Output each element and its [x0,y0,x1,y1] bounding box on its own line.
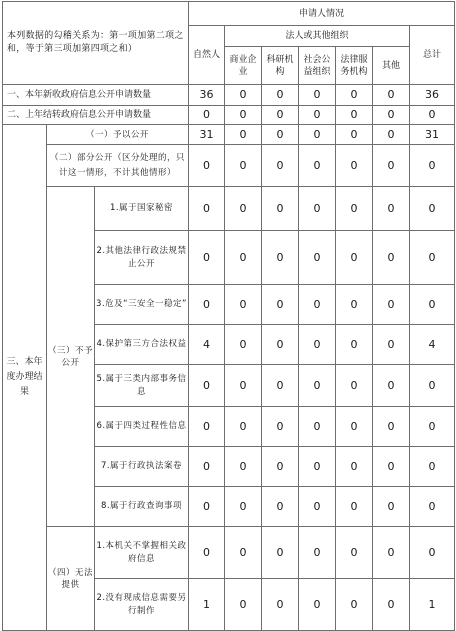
statistics-table [2,1,455,631]
cell: 36 [189,85,225,106]
table-row [3,85,455,106]
cell: 0 [262,325,299,365]
row-label: 1.属于国家秘密 [95,187,189,231]
cell: 0 [410,187,455,231]
header-applicant: 申请人情况 [189,2,455,26]
cell: 0 [225,85,262,106]
cell: 0 [262,447,299,487]
cell: 0 [299,325,336,365]
cell: 0 [336,579,373,631]
cell: 0 [299,527,336,579]
cell: 0 [336,407,373,447]
cell: 0 [299,365,336,407]
cell: 0 [262,231,299,285]
cell: 0 [336,145,373,187]
cell: 0 [336,106,373,125]
cell: 0 [225,125,262,145]
cell: 0 [225,487,262,527]
cell: 0 [262,285,299,325]
cell: 0 [410,145,455,187]
cell: 0 [299,145,336,187]
cell: 0 [189,447,225,487]
cell: 0 [373,106,410,125]
cell: 0 [336,487,373,527]
cell: 0 [373,579,410,631]
cell: 0 [299,85,336,106]
row-label: 4.保护第三方合法权益 [95,325,189,365]
cell: 0 [225,145,262,187]
col-natural-person: 自然人 [189,26,225,85]
cell: 4 [189,325,225,365]
table-row [3,145,455,187]
cell: 0 [373,231,410,285]
cell: 0 [225,187,262,231]
col-business: 商业企业 [225,47,262,85]
row-label: 一、本年新收政府信息公开申请数量 [3,85,189,106]
cell: 0 [336,325,373,365]
cell: 0 [189,407,225,447]
cell: 0 [336,231,373,285]
cell: 0 [225,365,262,407]
cell: 0 [373,325,410,365]
cell: 0 [225,285,262,325]
cell: 0 [262,145,299,187]
cell: 36 [410,85,455,106]
table-row [3,125,455,145]
cell: 0 [373,527,410,579]
table-row [3,106,455,125]
table-row [3,527,455,579]
cell: 0 [299,285,336,325]
row-label: 2.没有现成信息需要另行制作 [95,579,189,631]
row-label: 8.属于行政查询事项 [95,487,189,527]
cell: 0 [225,231,262,285]
col-total: 总计 [410,26,455,85]
cell: 0 [225,407,262,447]
cell: 0 [373,85,410,106]
cell: 0 [262,487,299,527]
cell: 0 [410,285,455,325]
cell: 0 [373,365,410,407]
cell: 0 [299,125,336,145]
cell: 0 [299,187,336,231]
cell: 0 [373,447,410,487]
cell: 0 [225,579,262,631]
cell: 0 [410,106,455,125]
row-label: 6.属于四类过程性信息 [95,407,189,447]
cell: 0 [262,125,299,145]
cell: 0 [262,106,299,125]
cell: 0 [299,106,336,125]
cell: 0 [336,365,373,407]
cell: 0 [189,527,225,579]
row-label: （二）部分公开（区分处理的，只计这一情形，不计其他情形） [47,145,189,187]
cell: 31 [189,125,225,145]
cell: 0 [373,125,410,145]
cell: 0 [262,407,299,447]
row-label: 3.危及“三安全一稳定” [95,285,189,325]
col-public-welfare: 社会公益组织 [299,47,336,85]
col-other: 其他 [373,47,410,85]
cell: 0 [336,187,373,231]
cell: 0 [262,85,299,106]
cell: 0 [299,487,336,527]
cell: 0 [262,187,299,231]
section3-label: 三、本年度办理结果 [3,125,47,631]
row-label: 5.属于三类内部事务信息 [95,365,189,407]
cell: 0 [336,125,373,145]
cell: 4 [410,325,455,365]
col-research: 科研机构 [262,47,299,85]
cell: 0 [262,527,299,579]
cell: 0 [373,145,410,187]
cell: 0 [189,285,225,325]
cell: 0 [410,447,455,487]
cell: 0 [336,527,373,579]
cell: 0 [336,447,373,487]
row-label: 二、上年结转政府信息公开申请数量 [3,106,189,125]
not-public-label: （三）不予公开 [47,187,95,527]
unable-label: （四）无法提供 [47,527,95,631]
cell: 0 [189,487,225,527]
cell: 0 [262,579,299,631]
cell: 0 [410,365,455,407]
header-description: 本列数据的勾稽关系为：第一项加第二项之和，等于第三项加第四项之和） [3,2,189,85]
cell: 0 [189,231,225,285]
cell: 0 [299,231,336,285]
row-label: 7.属于行政执法案卷 [95,447,189,487]
cell: 0 [189,187,225,231]
cell: 0 [299,447,336,487]
cell: 0 [373,285,410,325]
header-legal-group: 法人或其他组织 [225,26,410,47]
cell: 31 [410,125,455,145]
cell: 1 [410,579,455,631]
cell: 0 [410,527,455,579]
cell: 0 [225,447,262,487]
table-row [3,187,455,231]
cell: 0 [373,187,410,231]
cell: 0 [225,106,262,125]
row-label: 1.本机关不掌握相关政府信息 [95,527,189,579]
cell: 0 [336,285,373,325]
cell: 0 [225,527,262,579]
row-label: 2.其他法律行政法规禁止公开 [95,231,189,285]
cell: 0 [336,85,373,106]
cell: 0 [410,231,455,285]
cell: 0 [373,487,410,527]
cell: 0 [189,145,225,187]
cell: 0 [299,579,336,631]
cell: 0 [410,407,455,447]
cell: 0 [262,365,299,407]
cell: 0 [189,106,225,125]
cell: 1 [189,579,225,631]
row-label: （一）予以公开 [47,125,189,145]
cell: 0 [410,487,455,527]
cell: 0 [373,407,410,447]
cell: 0 [299,407,336,447]
cell: 0 [225,325,262,365]
col-legal-service: 法律服务机构 [336,47,373,85]
cell: 0 [189,365,225,407]
